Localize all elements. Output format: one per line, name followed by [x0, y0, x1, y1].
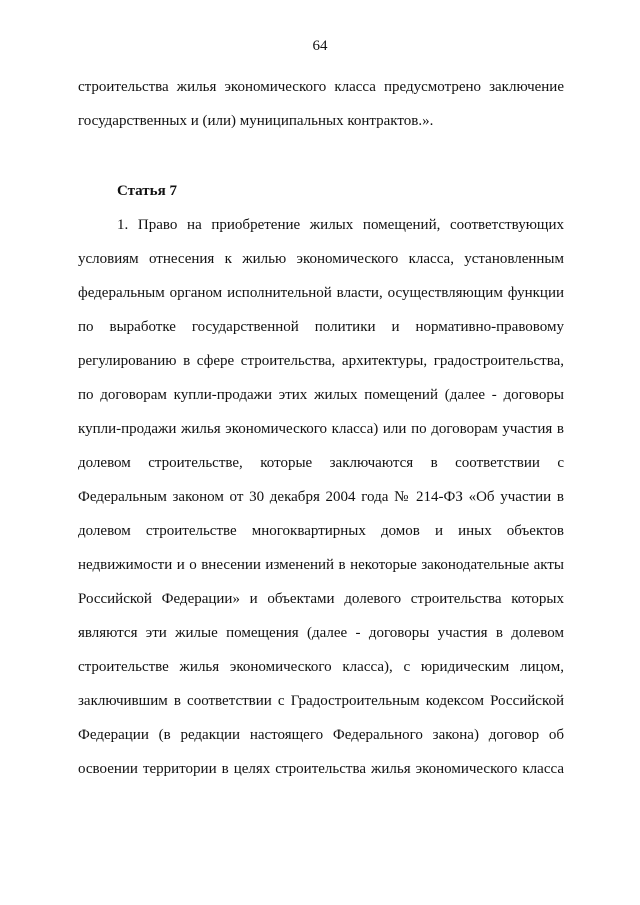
intro-line: строительства жилья экономического класса предусмотрено заключение — [78, 79, 564, 95]
paragraph-line: 1. Право на приобретение жилых помещений, соответствующих — [117, 217, 564, 233]
paragraph-line: долевом строительстве многоквартирных домов и иных объектов — [78, 523, 564, 539]
paragraph-line: купли-продажи жилья экономического класса) или по договорам участия в — [78, 421, 564, 437]
paragraph-line: по договорам купли-продажи этих жилых помещений (далее - договоры — [78, 387, 564, 403]
paragraph-line: освоении территории в целях строительства жилья экономического класса — [78, 761, 564, 777]
paragraph-line: долевом строительстве, которые заключаются в соответствии с — [78, 455, 564, 471]
paragraph-line: Федерации (в редакции настоящего Федерального закона) договор об — [78, 727, 564, 743]
paragraph-line: недвижимости и о внесении изменений в некоторые законодательные акты — [78, 557, 564, 573]
intro-line: государственных и (или) муниципальных контрактов.». — [78, 113, 434, 129]
paragraph-line: по выработке государственной политики и нормативно-правовому — [78, 319, 564, 335]
paragraph-line: являются эти жилые помещения (далее - договоры участия в долевом — [78, 625, 564, 641]
page-number: 64 — [312, 38, 328, 54]
paragraph-line: заключившим в соответствии с Градостроительным кодексом Российской — [78, 693, 564, 709]
paragraph-line: регулированию в сфере строительства, архитектуры, градостроительства, — [78, 353, 564, 369]
paragraph-line: Федеральным законом от 30 декабря 2004 года № 214-ФЗ «Об участии в — [78, 489, 564, 505]
paragraph-line: федеральным органом исполнительной власти, осуществляющим функции — [78, 285, 564, 301]
paragraph-line: строительстве жилья экономического класса), с юридическим лицом, — [78, 659, 564, 675]
article-heading: Статья 7 — [117, 183, 177, 199]
paragraph-line: Российской Федерации» и объектами долевого строительства которых — [78, 591, 564, 607]
paragraph-line: условиям отнесения к жилью экономического класса, установленным — [78, 251, 564, 267]
